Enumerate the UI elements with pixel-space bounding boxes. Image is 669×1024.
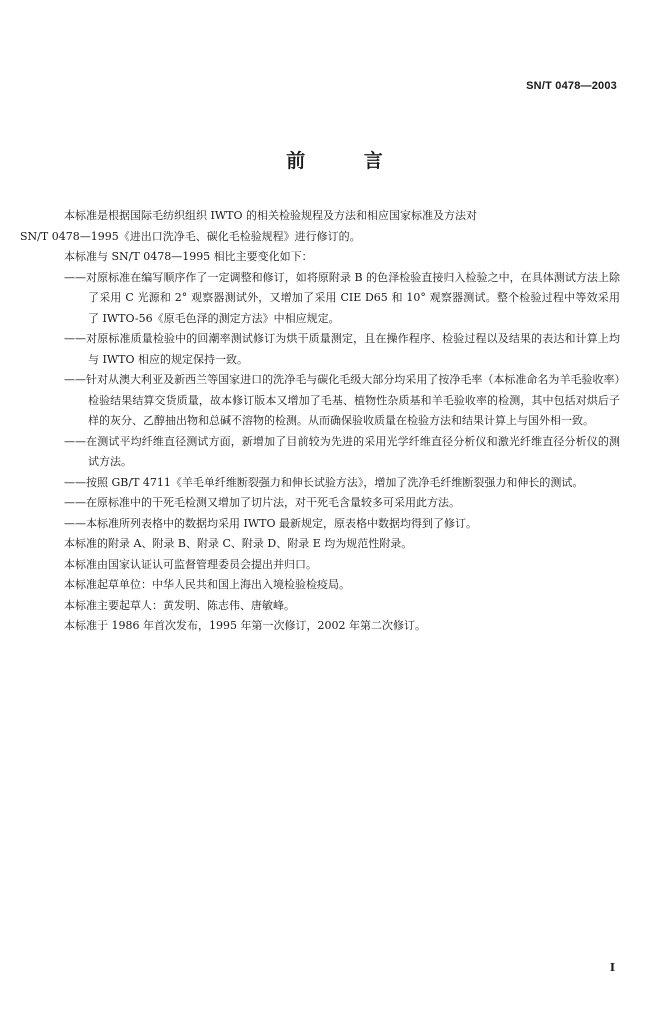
page-title: 前 言 <box>286 150 409 172</box>
change-item: ——按照 GB/T 4711《羊毛单纤维断裂强力和伸长试验方法》，增加了洗净毛纤维断裂强力和伸长的测试。 <box>64 475 584 489</box>
change-item: ——对原标准质量检验中的回潮率测试修订为烘干质量测定，且在操作程序、检验过程以及结果的表达和计算上均与 IWTO 相应的规定保持一致。 <box>64 332 620 366</box>
change-item: ——针对从澳大利亚及新西兰等国家进口的洗净毛与碳化毛级大部分均采用了按净毛率（本标准命名为羊毛验收率）检验结果结算交货质量，故本修订版本又增加了毛基、植物性杂质基和羊毛验收率的检测，其中包括对烘后子样的灰分、乙醇抽出物和总碱不溶物的检测。从而确保验收质量在检验方法和结果计算上与国外相一致。 <box>64 373 620 427</box>
intro-line-1: 本标准是根据国际毛纺织组织 IWTO 的相关检验规程及方法和相应国家标准及方法对 <box>64 209 477 222</box>
foreword-body <box>20 206 620 637</box>
change-item: ——本标准所列表格中的数据均采用 IWTO 最新规定，原表格中数据均得到了修订。 <box>64 516 477 530</box>
intro-line-2: SN/T 0478—1995《进出口洗净毛、碳化毛检验规程》进行修订的。 <box>20 229 361 243</box>
drafters-statement: 本标准主要起草人：黄发明、陈志伟、唐敏峰。 <box>64 598 295 612</box>
standard-code: SN/T 0478—2003 <box>526 80 617 92</box>
intro-paragraph <box>20 206 620 247</box>
change-item: ——在原标准中的干死毛检测又增加了切片法，对干死毛含量较多可采用此方法。 <box>64 496 460 509</box>
drafting-unit-statement: 本标准起草单位：中华人民共和国上海出入境检验检疫局。 <box>64 578 350 591</box>
changes-intro: 本标准与 SN/T 0478—1995 相比主要变化如下： <box>64 250 313 263</box>
change-item: ——对原标准在编写顺序作了一定调整和修订，如将原附录 B 的色泽检验直接归入检验之中，在具体测试方法上除了采用 C 光源和 2° 观察器测试外，又增加了采用 CIE D65 和 10° 观察器测试。整个检验过程中等效采用了 IWTO-56《原毛色泽的测定方法》中相应规定。 <box>64 270 620 325</box>
history-statement: 本标准于 1986 年首次发布，1995 年第一次修订，2002 年第二次修订。 <box>64 619 426 632</box>
change-item: ——在测试平均纤维直径测试方面，新增加了目前较为先进的采用光学纤维直径分析仪和激光纤维直径分析仪的测试方法。 <box>64 434 620 468</box>
page-number: I <box>609 961 615 974</box>
proposer-statement: 本标准由国家认证认可监督管理委员会提出并归口。 <box>64 557 317 571</box>
annex-statement: 本标准的附录 A、附录 B、附录 C、附录 D、附录 E 均为规范性附录。 <box>64 537 413 550</box>
